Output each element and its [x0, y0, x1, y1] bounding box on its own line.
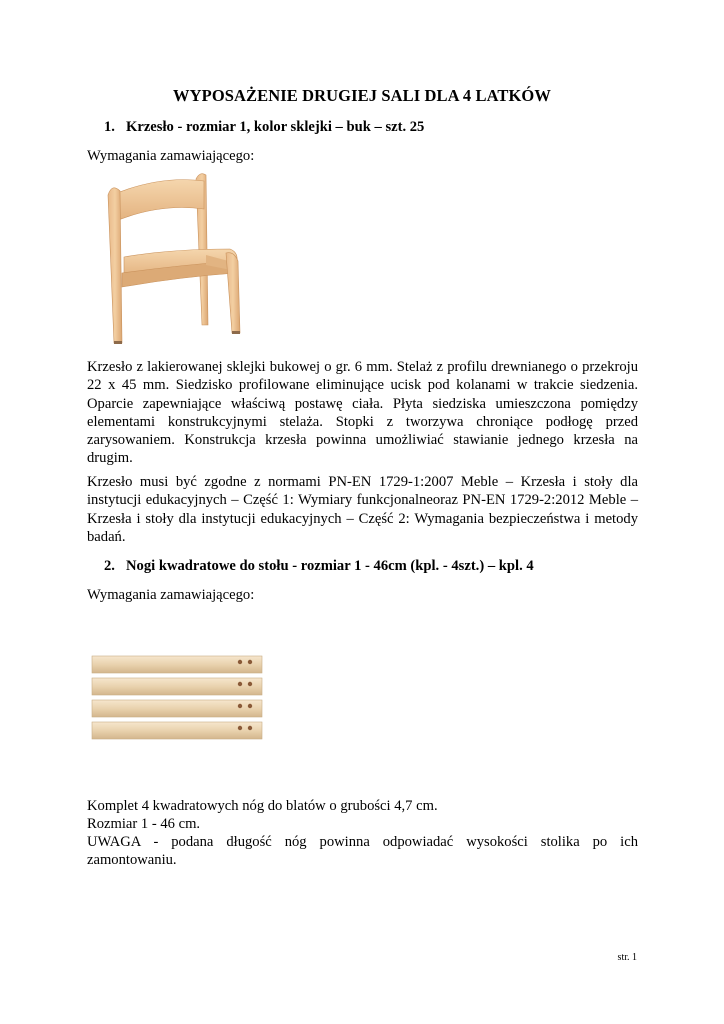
- table-leg: [92, 656, 262, 673]
- item-2-line-1: Komplet 4 kwadratowych nóg do blatów o grubości 4,7 cm.: [87, 798, 438, 814]
- item-2-requirements-label: Wymagania zamawiającego:: [87, 587, 255, 603]
- page-number: str. 1: [617, 952, 637, 963]
- item-1-heading: [104, 119, 424, 136]
- item-1-description: Krzesło z lakierowanej sklejki bukowej o gr. 6 mm. Stelaż z profilu drewnianego o przekroju 22 x 45 mm. Siedzisko profilowane eliminujące ucisk pod kolanami w trakcie siedzenia. Oparcie zapewniające właściwą postawę ciała. Płyta siedziska umieszczona pomiędzy elementami konstrukcyjnymi stelaża. Stopki z tworzywa chroniące podłogę przed zarysowaniem. Konstrukcja krzesła powinna umożliwiać stawianie jednego krzesła na drugim.: [87, 359, 638, 467]
- table-leg: [92, 678, 262, 695]
- table-leg: [92, 722, 262, 739]
- item-2-number: 2.: [104, 558, 115, 574]
- page-title: WYPOSAŻENIE DRUGIEJ SALI DLA 4 LATKÓW: [173, 86, 551, 105]
- table-leg: [92, 700, 262, 717]
- item-2-note: UWAGA - podana długość nóg powinna odpowiadać wysokości stolika po ich zamontowaniu.: [87, 834, 638, 869]
- item-1-requirements-label: Wymagania zamawiającego:: [87, 148, 255, 164]
- item-1-standards: Krzesło musi być zgodne z normami PN-EN 1729-1:2007 Meble – Krzesła i stoły dla instytucji edukacyjnych – Część 1: Wymiary funkcjonalneoraz PN-EN 1729-2:2012 Meble – Krzesła i stoły dla instytucji edukacyjnych – Część 2: Wymagania bezpieczeństwa i metody badań.: [87, 474, 638, 545]
- item-2-heading-text: Nogi kwadratowe do stołu - rozmiar 1 - 46cm (kpl. - 4szt.) – kpl. 4: [126, 558, 534, 574]
- item-1-heading-text: Krzesło - rozmiar 1, kolor sklejki – buk – szt. 25: [126, 119, 425, 135]
- item-1-number: 1.: [104, 119, 115, 135]
- item-2-heading: [104, 558, 534, 575]
- chair-image: [100, 165, 250, 350]
- table-legs-image: [90, 654, 265, 744]
- item-2-line-2: Rozmiar 1 - 46 cm.: [87, 816, 201, 832]
